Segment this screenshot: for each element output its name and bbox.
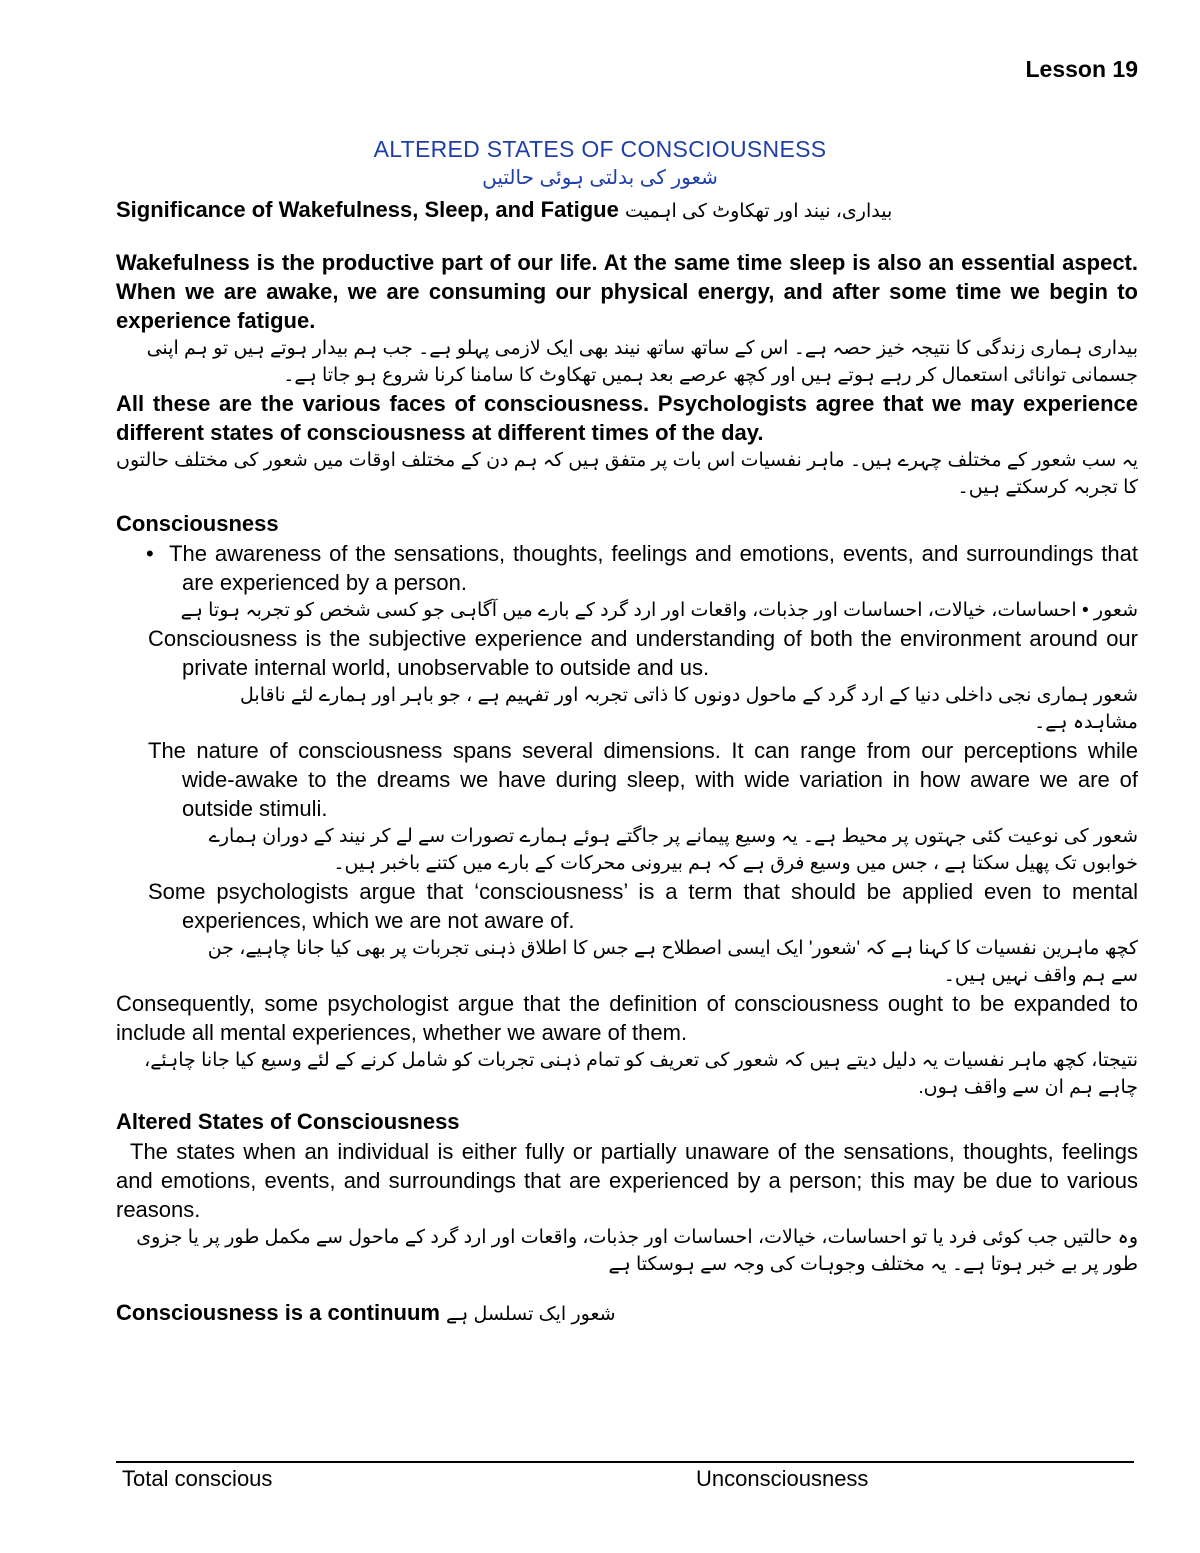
altered-states-heading: Altered States of Consciousness — [116, 1109, 460, 1134]
wakefulness-paragraph: Wakefulness is the productive part of our life. At the same time sleep is also an essential aspect. When we are awake, we are consuming our physical energy, and after some time we begin to experience fatigue. — [116, 250, 1138, 333]
definition-item-3-urdu: شعور کی نوعیت کئی جہتوں پر محیط ہے۔ یہ وسیع پیمانے پر جاگتے ہوئے ہمارے تصورات سے لے کر نیند کے دوران ہمارے خوابوں تک پھیل سکتا ہے ، جس میں وسیع فرق ہے کہ ہم بیرونی محرکات کے بارے میں کتنے باخبر ہیں۔ — [208, 826, 1138, 874]
consequently-paragraph-urdu: نتیجتا، کچھ ماہر نفسیات یہ دلیل دیتے ہیں کہ شعور کی تعریف کو تمام ذہنی تجربات کو شامل کرنے کے لئے وسیع کیا جانا چاہئے، چاہے ہم ان سے واقف ہوں. — [144, 1050, 1138, 1098]
continuum-right-label: Unconsciousness — [696, 1466, 869, 1491]
document-body — [116, 196, 1138, 1326]
significance-heading-en: Significance of Wakefulness, Sleep, and Fatigue — [116, 197, 619, 222]
definition-item-2-urdu: شعور ہماری نجی داخلی دنیا کے ارد گرد کے ماحول دونوں کا ذاتی تجربہ اور تفہیم ہے ، جو باہر اور ہمارے لئے ناقابل مشاہدہ ہے۔ — [240, 685, 1138, 733]
definition-item-1-text: The awareness of the sensations, thoughts, feelings and emotions, events, and surroundings that are experienced by a person. — [169, 541, 1138, 595]
continuum-line — [116, 1461, 1134, 1463]
page-title: ALTERED STATES OF CONSCIOUSNESS — [373, 136, 827, 162]
definition-item-3: The nature of consciousness spans several dimensions. It can range from our perceptions while wide-awake to the dreams we have during sleep, with wide variation in how aware we are of outside stimuli. — [148, 738, 1138, 821]
faces-paragraph: All these are the various faces of consciousness. Psychologists agree that we may experience different states of consciousness at different times of the day. — [116, 391, 1138, 445]
lesson-number: Lesson 19 — [1025, 56, 1138, 82]
altered-states-paragraph-urdu: وہ حالتیں جب کوئی فرد یا تو احساسات، خیالات، احساسات اور جذبات، واقعات اور ارد گرد کے ماحول سے مکمل طور پر یا جزوی طور پر بے خبر ہوتا ہے۔ یہ مختلف وجوہات کی وجہ سے ہوسکتا ہے — [136, 1227, 1138, 1275]
continuum-heading — [116, 1300, 1138, 1326]
continuum-heading-en: Consciousness is a continuum — [116, 1300, 440, 1325]
definition-item-1-urdu: شعور • احساسات، خیالات، احساسات اور جذبات، واقعات اور ارد گرد کے بارے میں آگاہی جو کسی شخص کو تجربہ ہوتا ہے — [180, 600, 1138, 621]
definition-item-1 — [116, 539, 1138, 597]
continuum-left-label: Total conscious — [122, 1466, 273, 1491]
consequently-paragraph: Consequently, some psychologist argue that the definition of consciousness ought to be expanded to include all mental experiences, whether we aware of them. — [116, 991, 1138, 1045]
continuum-heading-ur: شعور ایک تسلسل ہے — [445, 1304, 616, 1325]
definition-item-4-urdu: کچھ ماہرین نفسیات کا کہنا ہے کہ 'شعور' ایک ایسی اصطلاح ہے جس کا اطلاق ذہنی تجربات پر بھی کیا جانا چاہیے، جن سے ہم واقف نہیں ہیں۔ — [207, 938, 1138, 986]
altered-states-paragraph: The states when an individual is either fully or partially unaware of the sensations, thoughts, feelings and emotions, events, and surroundings that are experienced by a person; this may be due to various reasons. — [116, 1139, 1138, 1222]
faces-paragraph-urdu: یہ سب شعور کے مختلف چہرے ہیں۔ ماہر نفسیات اس بات پر متفق ہیں کہ ہم دن کے مختلف اوقات میں شعور کی مختلف حالتوں کا تجربہ کرسکتے ہیں۔ — [116, 450, 1138, 498]
bullet-marker: • — [146, 541, 154, 566]
page-title-urdu: شعور کی بدلتی ہوئی حالتیں — [482, 167, 718, 189]
wakefulness-paragraph-urdu: بیداری ہماری زندگی کا نتیجہ خیز حصہ ہے۔ اس کے ساتھ ساتھ نیند بھی ایک لازمی پہلو ہے۔ جب ہم بیدار ہوتے ہیں تو ہم اپنی جسمانی توانائی استعمال کر رہے ہوتے ہیں اور کچھ عرصے بعد ہمیں تھکاوٹ کا سامنا کرنا شروع ہو جاتا ہے۔ — [146, 338, 1138, 386]
significance-heading-ur: بیداری، نیند اور تھکاوٹ کی اہمیت — [624, 201, 893, 222]
consciousness-heading: Consciousness — [116, 511, 279, 536]
significance-heading — [116, 196, 1138, 226]
definition-item-4: Some psychologists argue that ‘consciousness’ is a term that should be applied even to mental experiences, which we are not aware of. — [148, 879, 1138, 933]
definition-item-2: Consciousness is the subjective experience and understanding of both the environment around our private internal world, unobservable to outside and us. — [148, 626, 1138, 680]
